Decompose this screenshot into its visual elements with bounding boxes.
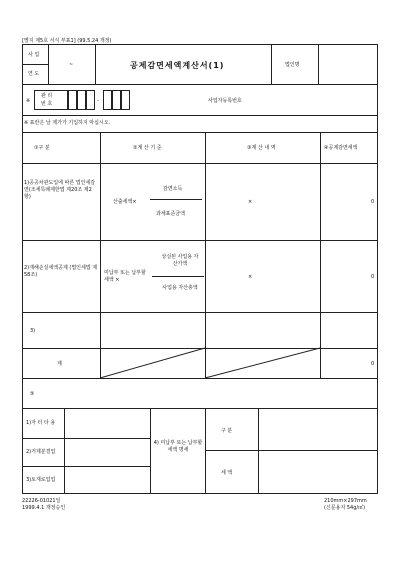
col-header-amount: ④공제감면세액: [324, 145, 358, 151]
fraction-bar: [150, 199, 202, 200]
business-year-label: 연 도: [28, 71, 40, 77]
divider: [100, 132, 101, 378]
mgmt-number-box[interactable]: [121, 90, 130, 110]
divider: [22, 115, 378, 116]
amount-value: 0: [371, 274, 375, 280]
divider: [22, 438, 150, 439]
total-label: 계: [57, 361, 62, 367]
divider: [205, 132, 206, 378]
multiply-sign: ×: [248, 199, 253, 205]
divider: [22, 163, 378, 164]
divider: [22, 312, 378, 313]
mgmt-number-box[interactable]: [103, 90, 112, 110]
row-label: 2)재해손실세액공제 (법인세법 제58조): [24, 265, 98, 278]
divider: [95, 44, 96, 84]
divider: [320, 132, 321, 378]
calc-numerator: 감면소득: [163, 186, 183, 192]
section5-item: 1)자 터 타 용: [26, 420, 56, 426]
fraction-bar: [152, 276, 204, 277]
col-header-detail: ③계 산 내 역: [247, 145, 276, 151]
divider: [22, 240, 378, 241]
section5-item: 2)거제분결업: [26, 449, 56, 455]
row-label: 1)공공차관도입에 따른 법인세감면(조세특례제한법 제20조 제2항): [24, 180, 96, 200]
mgmt-dash: -: [97, 98, 99, 104]
divider: [258, 408, 259, 494]
biz-reg-label: 사업자등록번호: [208, 98, 242, 104]
calc-left: 산출세액×: [113, 199, 137, 205]
notice-text: ※ 표란은 날 제가가 기입하지 마십시오.: [24, 120, 111, 126]
divider: [22, 408, 378, 409]
divider: [22, 64, 48, 65]
mgmt-number-box[interactable]: [86, 90, 95, 110]
section-label: ⑤: [30, 391, 35, 397]
diagonal-strike: [100, 348, 320, 378]
paper-type: (신문용지 54g/㎡): [324, 505, 366, 511]
section5-item: 3)토재로업업: [26, 477, 56, 483]
divider: [318, 44, 319, 84]
divider: [271, 44, 272, 84]
calc-numerator: 상실된 사업용 자산가액: [161, 254, 199, 267]
col-header-gubun: ①구 분: [34, 145, 50, 151]
paper-size: 210mm×297mm: [324, 498, 367, 504]
corp-name-label: 법인명: [285, 62, 300, 68]
row-label: 3): [30, 328, 36, 334]
divider: [22, 466, 150, 467]
mgmt-number-box[interactable]: [68, 90, 77, 110]
calc-denominator: 과세표준금액: [156, 211, 185, 217]
form-code: 22226-01021일: [22, 498, 61, 504]
tax-detail-label: 4) 미납부 또는 납부할 세액 명세: [153, 440, 203, 453]
calc-denominator: 사업용 자산총액: [162, 285, 198, 291]
divider: [64, 408, 65, 494]
segak-label: 세 액: [221, 470, 233, 476]
mgmt-number-box[interactable]: [112, 90, 121, 110]
divider: [22, 132, 378, 133]
col-header-basis: ②계 산 기 준: [133, 145, 162, 151]
divider: [22, 84, 378, 85]
amount-value: 0: [371, 199, 375, 205]
divider: [205, 408, 206, 494]
mgmt-label: 관 리: [41, 93, 53, 99]
divider: [150, 408, 151, 494]
divider: [48, 44, 49, 84]
page-title: 공제감면세액계산서(1): [130, 61, 225, 70]
gubun-label: 구 분: [221, 428, 233, 434]
mgmt-number-box[interactable]: [77, 90, 86, 110]
multiply-sign: ×: [248, 274, 253, 280]
total-amount: 0: [371, 361, 375, 367]
form-note: [별지 제5호 서식 부표1] (99.5.24 개정): [22, 38, 112, 44]
bullet-mark: ※: [26, 98, 31, 104]
mgmt-label: 번 호: [41, 101, 53, 107]
divider: [22, 378, 378, 379]
period-tilde: ~: [69, 62, 74, 68]
approval-date: 1999.4.1 개정승인: [22, 505, 66, 511]
business-year-label: 사 업: [28, 52, 40, 58]
corp-name-field[interactable]: [320, 46, 376, 82]
divider: [205, 450, 378, 451]
calc-left: 미납부 또는 납부할 세액 ×: [104, 270, 146, 283]
